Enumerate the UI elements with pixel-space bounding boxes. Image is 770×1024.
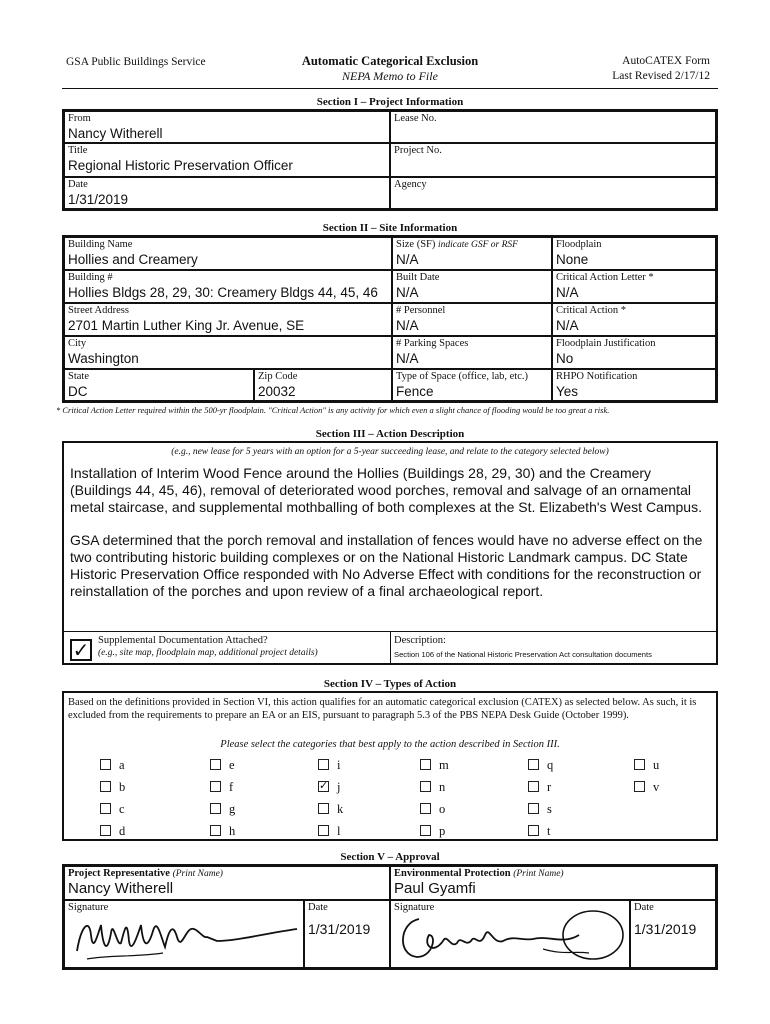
form-title-block — [270, 54, 510, 84]
lease-cell — [390, 111, 716, 143]
env-date-cell — [630, 900, 716, 968]
state-label: State — [68, 371, 89, 382]
catex-option-label: l — [337, 824, 341, 838]
size-label-row — [393, 238, 551, 252]
catex-checkbox-n[interactable] — [420, 781, 431, 792]
building-num-cell — [64, 270, 392, 303]
building-name-cell — [64, 237, 392, 270]
catex-checkbox-t[interactable] — [528, 825, 539, 836]
catex-option-label: u — [653, 758, 660, 772]
catex-checkbox-g[interactable] — [210, 803, 221, 814]
state-cell — [64, 369, 254, 401]
from-label: From — [68, 113, 91, 124]
building-num-label: Building # — [68, 272, 113, 283]
personnel-label: # Personnel — [396, 305, 446, 316]
personnel-cell — [392, 303, 552, 336]
action-instructions: (e.g., new lease for 5 years with an option for a 5-year succeeding lease, and relate to the category selected below) — [171, 447, 609, 457]
env-hint: (Print Name) — [513, 869, 564, 879]
catex-instruction: Please select the categories that best apply to the action described in Section III. — [220, 739, 560, 750]
catex-checkbox-f[interactable] — [210, 781, 221, 792]
ca-label: Critical Action * — [556, 305, 626, 316]
built-cell — [392, 270, 552, 303]
env-signature-label: Signature — [394, 902, 435, 913]
catex-option-r[interactable] — [528, 780, 551, 795]
action-description-p2[interactable]: GSA determined that the porch removal and installation of fences would have no adverse effect on the two contributing historic building complexes or on the National Historic Landmark campus. DC State Historic Preservation Office responded with No Adverse Effect with conditions for the reconstruction or reinstallation of the porches and upon review of a final archaeological report. — [70, 532, 703, 599]
zip-cell — [254, 369, 392, 401]
size-field[interactable]: N/A — [396, 252, 419, 267]
form-subtitle: NEPA Memo to File — [342, 69, 438, 83]
catex-option-label: i — [337, 758, 341, 772]
rep-label: Project Representative — [68, 868, 170, 879]
floodplain-cell — [552, 237, 716, 270]
catex-option-u[interactable] — [634, 758, 659, 773]
fj-cell — [552, 336, 716, 369]
catex-checkbox-o[interactable] — [420, 803, 431, 814]
title-field[interactable]: Regional Historic Preservation Officer — [68, 158, 293, 173]
rhpo-label: RHPO Notification — [556, 371, 638, 382]
built-label: Built Date — [396, 272, 440, 283]
parking-label: # Parking Spaces — [396, 338, 469, 349]
section5-box — [62, 864, 718, 970]
catex-checkbox-c[interactable] — [100, 803, 111, 814]
floodplain-label: Floodplain — [556, 239, 602, 250]
env-signature-cell[interactable] — [390, 900, 630, 968]
env-date-label: Date — [634, 902, 654, 913]
rep-label-row — [65, 867, 389, 881]
size-hint: indicate GSF or RSF — [438, 240, 518, 250]
catex-option-e[interactable] — [210, 758, 235, 773]
catex-option-n[interactable] — [420, 780, 445, 795]
catex-option-label: t — [547, 824, 551, 838]
catex-checkbox-d[interactable] — [100, 825, 111, 836]
project-cell — [390, 143, 716, 177]
cal-field[interactable]: N/A — [556, 285, 579, 300]
city-field[interactable]: Washington — [68, 351, 139, 366]
critical-action-footnote: * Critical Action Letter required within the 500-yr floodplain. "Critical Action" is any activity for which even a slight chance of flooding would be too great a risk. — [56, 405, 610, 415]
building-num-field[interactable]: Hollies Bldgs 28, 29, 30: Creamery Bldgs 44, 45, 46 — [68, 285, 378, 300]
catex-option-p[interactable] — [420, 824, 445, 839]
rep-signature-cell[interactable] — [64, 900, 304, 968]
city-cell — [64, 336, 392, 369]
catex-option-label: b — [119, 780, 126, 794]
street-cell — [64, 303, 392, 336]
parking-cell — [392, 336, 552, 369]
revised-date: Last Revised 2/17/12 — [612, 70, 710, 82]
personnel-field[interactable]: N/A — [396, 318, 419, 333]
space-type-label: Type of Space (office, lab, etc.) — [396, 371, 529, 382]
catex-checkbox-i[interactable] — [318, 759, 329, 770]
catex-option-h[interactable] — [210, 824, 235, 839]
catex-option-label: g — [229, 802, 236, 816]
rep-date-field[interactable]: 1/31/2019 — [308, 921, 371, 937]
date-field[interactable]: 1/31/2019 — [68, 192, 129, 207]
catex-option-label: f — [229, 780, 234, 794]
catex-option-o[interactable] — [420, 802, 445, 817]
section1-box — [62, 109, 718, 211]
catex-option-c[interactable] — [100, 802, 125, 817]
catex-option-g[interactable] — [210, 802, 235, 817]
catex-checkbox-j[interactable] — [318, 781, 329, 792]
catex-option-label: a — [119, 758, 125, 772]
building-name-field[interactable]: Hollies and Creamery — [68, 252, 198, 267]
env-label: Environmental Protection — [394, 868, 511, 879]
city-label: City — [68, 338, 87, 349]
agency-cell — [390, 177, 716, 209]
catex-option-label: c — [119, 802, 125, 816]
catex-option-f[interactable] — [210, 780, 233, 795]
catex-option-label: e — [229, 758, 235, 772]
catex-checkbox-h[interactable] — [210, 825, 221, 836]
supp-vert-divider — [390, 631, 391, 663]
catex-option-label: j — [337, 780, 341, 794]
catex-option-label: r — [547, 780, 552, 794]
catex-checkbox-m[interactable] — [420, 759, 431, 770]
catex-option-d[interactable] — [100, 824, 125, 839]
size-cell — [392, 237, 552, 270]
catex-option-l[interactable] — [318, 824, 340, 839]
catex-option-j[interactable] — [318, 780, 340, 795]
catex-checkbox-a[interactable] — [100, 759, 111, 770]
env-name-field[interactable]: Paul Gyamfi — [394, 880, 476, 897]
agency-header: GSA Public Buildings Service — [66, 56, 206, 68]
date-cell — [64, 177, 390, 209]
catex-option-label: h — [229, 824, 236, 838]
header-rule — [62, 88, 718, 89]
catex-option-v[interactable] — [634, 780, 659, 795]
section1-title: Section I – Project Information — [316, 96, 464, 108]
catex-checkbox-k[interactable] — [318, 803, 329, 814]
rep-date-cell — [304, 900, 390, 968]
space-type-field[interactable]: Fence — [396, 384, 434, 399]
agency-label: Agency — [394, 179, 427, 190]
cal-cell — [552, 270, 716, 303]
env-signature-image — [393, 905, 629, 967]
date-label: Date — [68, 179, 88, 190]
zip-label: Zip Code — [258, 371, 298, 382]
floodplain-field[interactable]: None — [556, 252, 589, 267]
catex-option-label: k — [337, 802, 344, 816]
catex-option-b[interactable] — [100, 780, 125, 795]
rep-name-field[interactable]: Nancy Witherell — [68, 880, 174, 897]
catex-checkbox-s[interactable] — [528, 803, 539, 814]
catex-option-q[interactable] — [528, 758, 553, 773]
catex-option-a[interactable] — [100, 758, 125, 773]
size-label: Size (SF) — [396, 239, 436, 250]
action-description-p1[interactable]: Installation of Interim Wood Fence around the Hollies (Buildings 28, 29, 30) and the Creamery (Buildings 44, 45, 46), removal of deteriorated wood porches, removal and salvage of an ornamental metal staircase, and supplemental mothballing of both complexes at the St. Elizabeth's West Campus. — [70, 465, 702, 515]
street-field[interactable]: 2701 Martin Luther King Jr. Avenue, SE — [68, 318, 305, 333]
fj-label: Floodplain Justification — [556, 338, 656, 349]
catex-checkbox-l[interactable] — [318, 825, 329, 836]
parking-field[interactable]: N/A — [396, 351, 419, 366]
rep-date-label: Date — [308, 902, 328, 913]
catex-checkbox-v[interactable] — [634, 781, 645, 792]
catex-option-label: p — [439, 824, 446, 838]
section2-box — [62, 235, 718, 403]
catex-checkbox-b[interactable] — [100, 781, 111, 792]
from-cell — [64, 111, 390, 143]
form-id-block — [560, 54, 710, 84]
catex-option-label: s — [547, 802, 552, 816]
built-field[interactable]: N/A — [396, 285, 419, 300]
catex-checkbox-r[interactable] — [528, 781, 539, 792]
supp-checkbox[interactable]: ✓ — [70, 639, 92, 661]
section3-box — [62, 441, 718, 665]
ca-cell — [552, 303, 716, 336]
zip-field[interactable]: 20032 — [258, 384, 296, 399]
env-name-cell — [390, 866, 716, 900]
supp-label-block — [98, 635, 318, 659]
form-title: Automatic Categorical Exclusion — [301, 54, 479, 68]
catex-option-k[interactable] — [318, 802, 343, 817]
section5-title: Section V – Approval — [340, 851, 440, 863]
title-label: Title — [68, 145, 88, 156]
ca-field[interactable]: N/A — [556, 318, 579, 333]
supp-hint: (e.g., site map, floodplain map, additional project details) — [98, 648, 318, 658]
rep-hint: (Print Name) — [172, 869, 223, 879]
env-date-field[interactable]: 1/31/2019 — [634, 921, 697, 937]
catex-checkbox-p[interactable] — [420, 825, 431, 836]
section3-title: Section III – Action Description — [315, 428, 465, 440]
catex-option-label: q — [547, 758, 554, 772]
catex-option-m[interactable] — [420, 758, 449, 773]
title-cell — [64, 143, 390, 177]
street-label: Street Address — [68, 305, 129, 316]
form-name: AutoCATEX Form — [622, 55, 710, 67]
catex-checkbox-q[interactable] — [528, 759, 539, 770]
catex-option-label: n — [439, 780, 446, 794]
rep-signature-image — [67, 907, 303, 967]
rep-name-cell — [64, 866, 390, 900]
lease-label: Lease No. — [394, 113, 437, 124]
from-field[interactable]: Nancy Witherell — [68, 126, 163, 141]
rhpo-field[interactable]: Yes — [556, 384, 579, 399]
space-type-cell — [392, 369, 552, 401]
supp-desc-field[interactable]: Section 106 of the National Historic Preservation Act consultation documents — [394, 650, 652, 659]
fj-field[interactable]: No — [556, 351, 574, 366]
project-label: Project No. — [394, 145, 442, 156]
cal-label: Critical Action Letter * — [556, 272, 654, 283]
building-name-label: Building Name — [68, 239, 133, 250]
section2-title: Section II – Site Information — [322, 222, 458, 234]
catex-option-label: m — [439, 758, 449, 772]
env-label-row — [391, 867, 715, 881]
section4-title: Section IV – Types of Action — [323, 678, 457, 690]
rep-signature-label: Signature — [68, 902, 109, 913]
catex-option-i[interactable] — [318, 758, 340, 773]
catex-option-t[interactable] — [528, 824, 550, 839]
catex-option-label: o — [439, 802, 446, 816]
catex-option-label: v — [653, 780, 660, 794]
state-field[interactable]: DC — [68, 384, 88, 399]
catex-option-s[interactable] — [528, 802, 552, 817]
catex-checkbox-e[interactable] — [210, 759, 221, 770]
catex-option-label: d — [119, 824, 126, 838]
catex-checkbox-u[interactable] — [634, 759, 645, 770]
rhpo-cell — [552, 369, 716, 401]
section4-box — [62, 691, 718, 841]
supp-label: Supplemental Documentation Attached? — [98, 635, 268, 646]
supp-desc-label: Description: — [394, 635, 446, 646]
catex-text: Based on the definitions provided in Section VI, this action qualifies for an automatic categorical exclusion (CATEX) as selected below. As such, it is excluded from the requirements to prepare an EA or an EIS, pursuant to paragraph 5.3 of the PBS NEPA Desk Guide (October 1999). — [68, 697, 697, 721]
